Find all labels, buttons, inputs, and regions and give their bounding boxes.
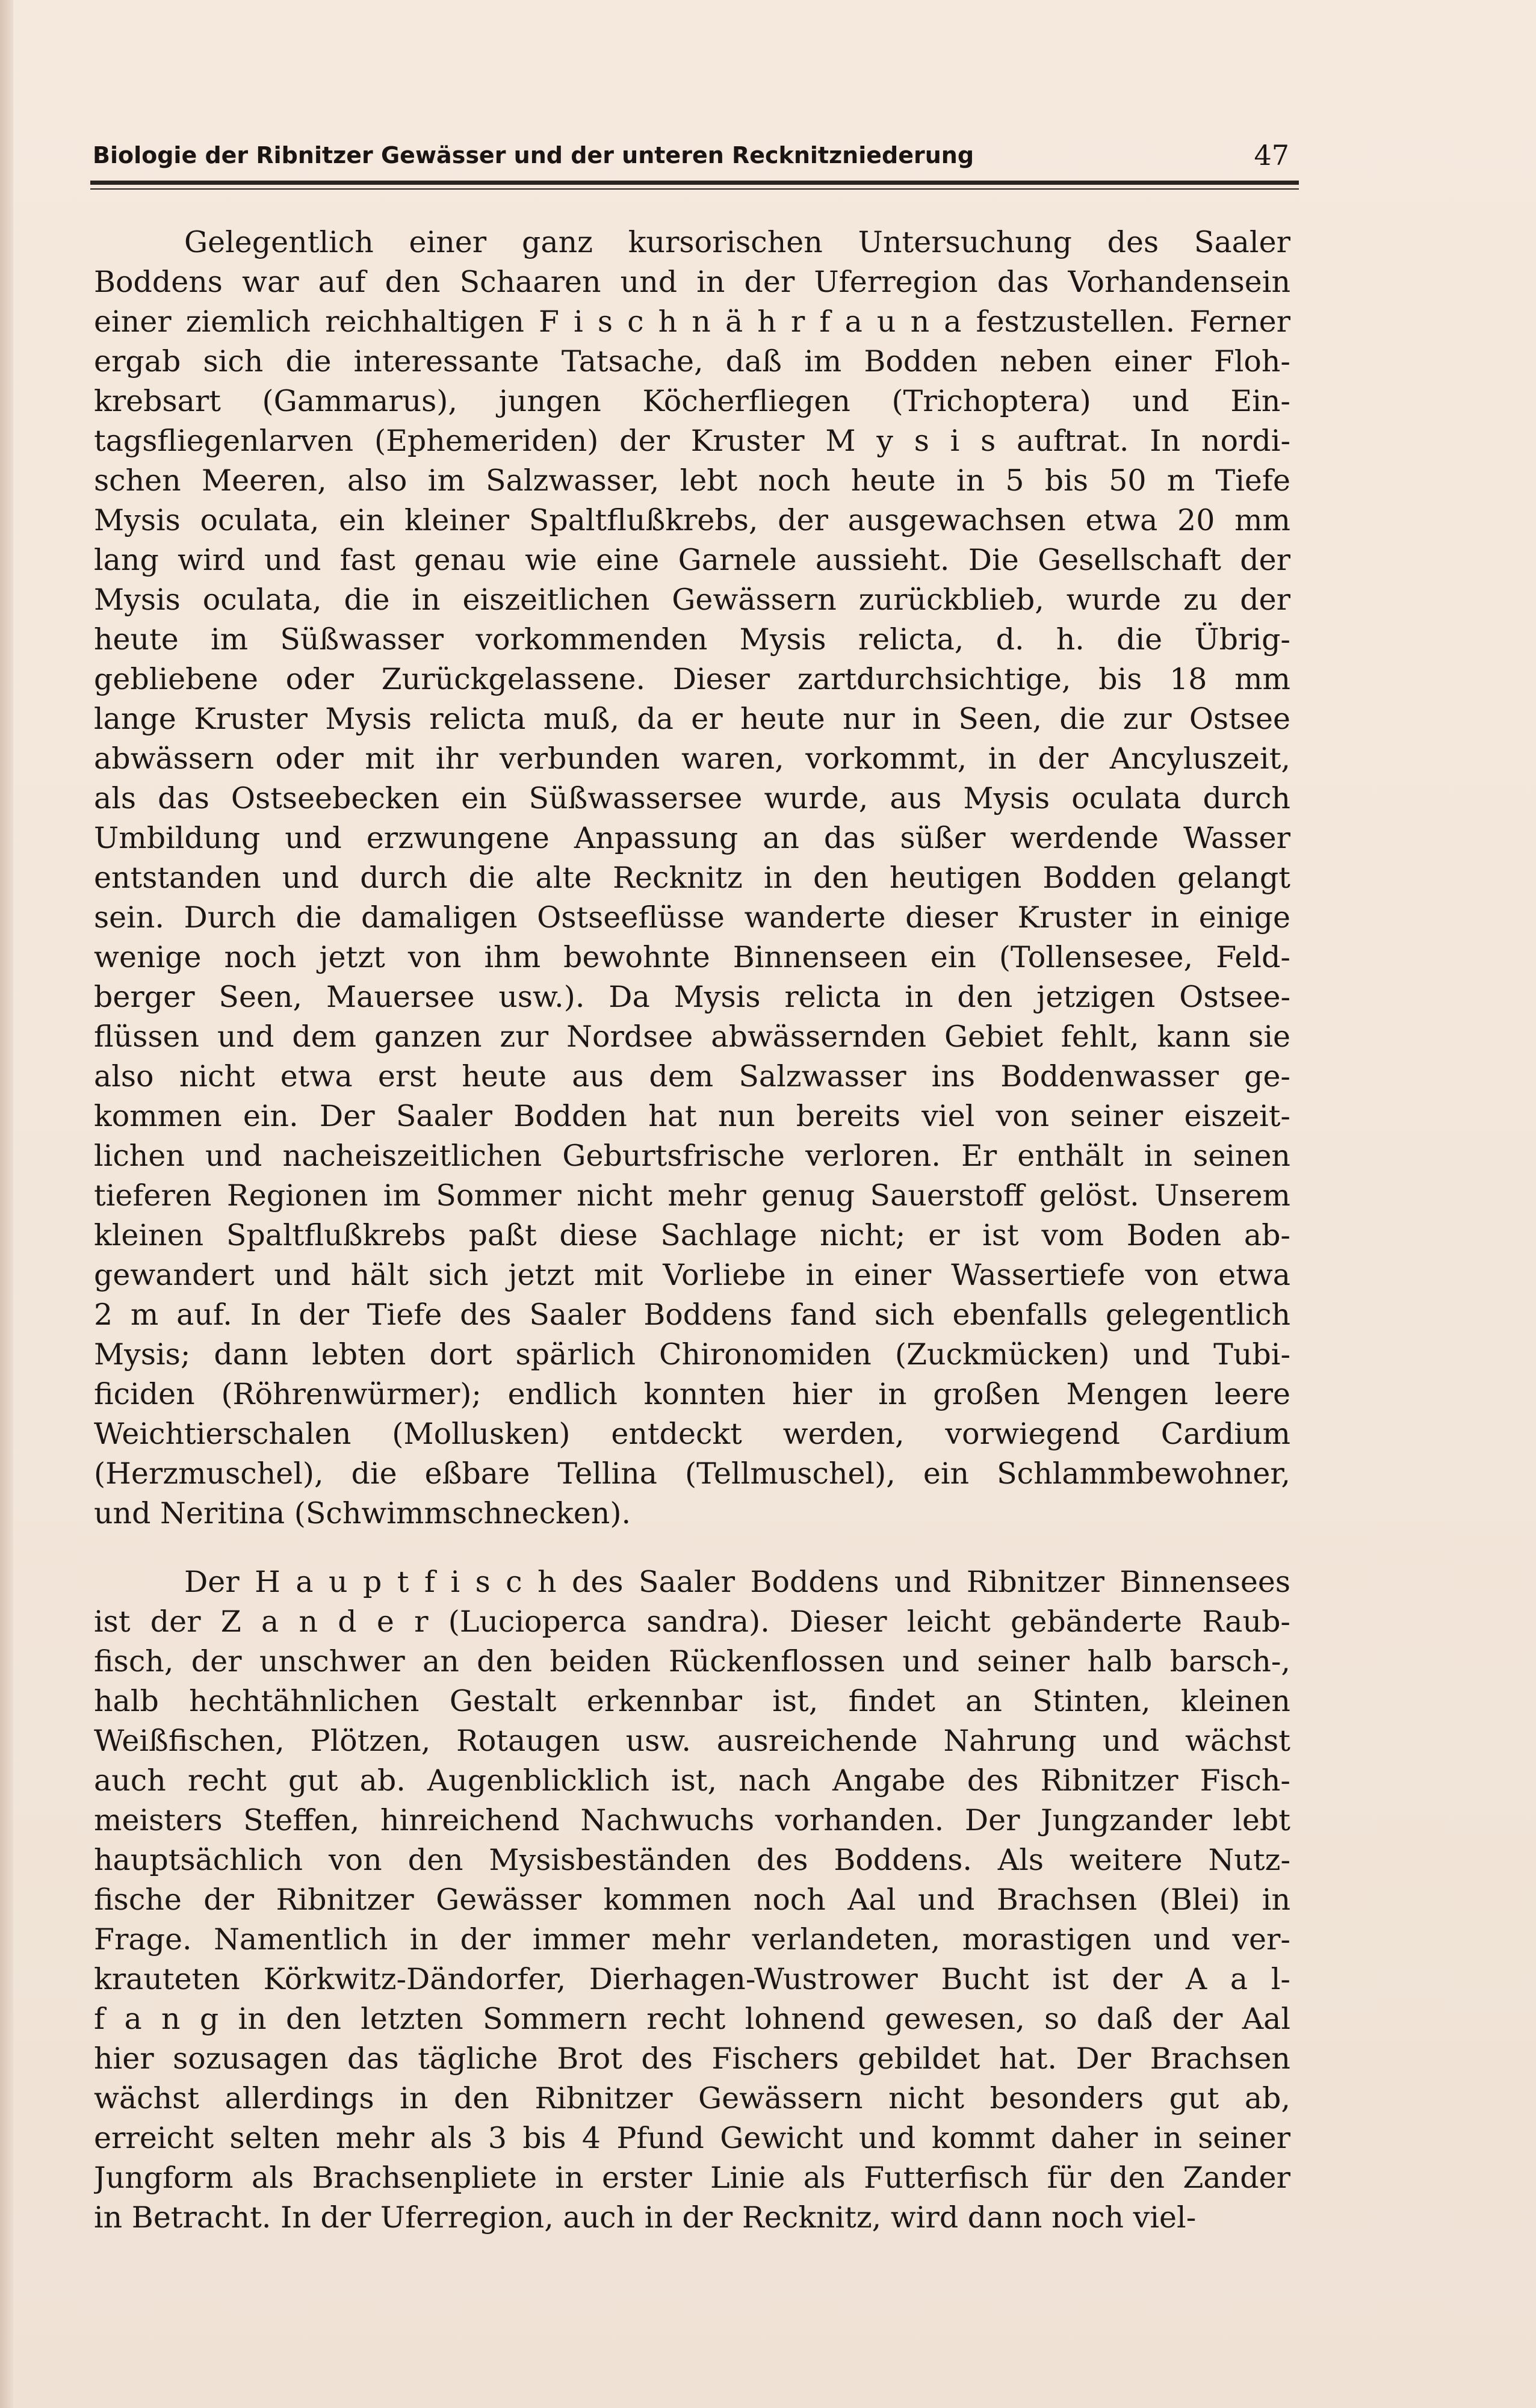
text-line: Mysis; dann lebten dort spärlich Chironomiden (Zuckmücken) und Tubi- [94, 1337, 1290, 1372]
text-line: berger Seen, Mauersee usw.). Da Mysis relicta in den jetzigen Ostsee- [94, 980, 1290, 1014]
text-line: Umbildung und erzwungene Anpassung an das süßer werdende Wasser [94, 821, 1290, 855]
text-line: lichen und nacheiszeitlichen Geburtsfrische verloren. Er enthält in seinen [94, 1139, 1290, 1173]
text-line: Der H a u p t f i s c h des Saaler Boddens und Ribnitzer Binnensees [184, 1565, 1290, 1599]
text-line: kommen ein. Der Saaler Bodden hat nun bereits viel von seiner eiszeit- [94, 1099, 1290, 1133]
text-line: gewandert und hält sich jetzt mit Vorliebe in einer Wassertiefe von etwa [94, 1258, 1290, 1292]
text-line: also nicht etwa erst heute aus dem Salzwasser ins Boddenwasser ge- [94, 1059, 1290, 1094]
text-line: hauptsächlich von den Mysisbeständen des Boddens. Als weitere Nutz- [94, 1843, 1290, 1877]
text-line: 2 m auf. In der Tiefe des Saaler Boddens fand sich ebenfalls gelegentlich [94, 1298, 1290, 1332]
text-line: Frage. Namentlich in der immer mehr verlandeten, morastigen und ver- [94, 1922, 1290, 1957]
text-line: und Neritina (Schwimmschnecken). [94, 1496, 631, 1531]
text-line: erreicht selten mehr als 3 bis 4 Pfund Gewicht und kommt daher in seiner [94, 2121, 1290, 2155]
text-line: wenige noch jetzt von ihm bewohnte Binnenseen ein (Tollensesee, Feld- [94, 940, 1290, 974]
text-line: in Betracht. In der Uferregion, auch in der Recknitz, wird dann noch viel- [94, 2200, 1197, 2235]
text-line: sein. Durch die damaligen Ostseeflüsse wanderte dieser Kruster in einige [94, 900, 1290, 935]
page-header [93, 137, 1296, 173]
text-line: krebsart (Gammarus), jungen Köcherfliegen (Trichoptera) und Ein- [94, 384, 1290, 418]
text-line: fisch, der unschwer an den beiden Rückenflossen und seiner halb barsch-, [94, 1644, 1290, 1679]
paragraph [94, 223, 1290, 1534]
page-edge-shadow [0, 0, 13, 2408]
text-line: Mysis oculata, ein kleiner Spaltflußkrebs, der ausgewachsen etwa 20 mm [94, 503, 1290, 537]
text-line: Weißfischen, Plötzen, Rotaugen usw. ausreichende Nahrung und wächst [94, 1724, 1290, 1758]
running-title: Biologie der Ribnitzer Gewässer und der unteren Recknitzniederung [93, 142, 974, 169]
text-line: kleinen Spaltflußkrebs paßt diese Sachlage nicht; er ist vom Boden ab- [94, 1218, 1290, 1252]
body-text [94, 223, 1290, 2238]
text-line: hier sozusagen das tägliche Brot des Fischers gebildet hat. Der Brachsen [94, 2041, 1290, 2076]
text-line: schen Meeren, also im Salzwasser, lebt noch heute in 5 bis 50 m Tiefe [94, 463, 1290, 498]
text-line: ergab sich die interessante Tatsache, daß im Bodden neben einer Floh- [94, 344, 1290, 379]
text-line: krauteten Körkwitz-Dändorfer, Dierhagen-Wustrower Bucht ist der A a l- [94, 1962, 1290, 1996]
text-line: Mysis oculata, die in eiszeitlichen Gewässern zurückblieb, wurde zu der [94, 583, 1290, 617]
text-line: als das Ostseebecken ein Süßwassersee wurde, aus Mysis oculata durch [94, 781, 1290, 816]
text-line: wächst allerdings in den Ribnitzer Gewässern nicht besonders gut ab, [94, 2081, 1290, 2116]
text-line: ist der Z a n d e r (Lucioperca sandra). Dieser leicht gebänderte Raub- [94, 1605, 1290, 1639]
text-line: meisters Steffen, hinreichend Nachwuchs vorhanden. Der Jungzander lebt [94, 1803, 1290, 1837]
text-line: (Herzmuschel), die eßbare Tellina (Tellmuschel), ein Schlammbewohner, [94, 1456, 1290, 1491]
text-line: Weichtierschalen (Mollusken) entdeckt werden, vorwiegend Cardium [94, 1417, 1290, 1451]
text-line: ficiden (Röhrenwürmer); endlich konnten hier in großen Mengen leere [94, 1377, 1290, 1411]
text-line: heute im Süßwasser vorkommenden Mysis relicta, d. h. die Übrig- [94, 622, 1290, 657]
text-line: abwässern oder mit ihr verbunden waren, vorkommt, in der Ancyluszeit, [94, 741, 1290, 776]
paragraph-gap [94, 1534, 1290, 1562]
text-line: fische der Ribnitzer Gewässer kommen noch Aal und Brachsen (Blei) in [94, 1883, 1290, 1917]
text-line: gebliebene oder Zurückgelassene. Dieser zartdurchsichtige, bis 18 mm [94, 662, 1290, 696]
text-line: Jungform als Brachsenpliete in erster Linie als Futterfisch für den Zander [94, 2161, 1290, 2195]
text-line: lange Kruster Mysis relicta muß, da er heute nur in Seen, die zur Ostsee [94, 702, 1290, 736]
page-number: 47 [1254, 139, 1289, 172]
header-rule-thick [90, 181, 1299, 185]
text-line: flüssen und dem ganzen zur Nordsee abwässernden Gebiet fehlt, kann sie [94, 1020, 1290, 1054]
text-line: halb hechtähnlichen Gestalt erkennbar ist, findet an Stinten, kleinen [94, 1684, 1290, 1718]
text-line: Boddens war auf den Schaaren und in der Uferregion das Vorhandensein [94, 265, 1290, 299]
text-line: einer ziemlich reichhaltigen F i s c h n ä h r f a u n a festzustellen. Ferner [94, 305, 1290, 339]
text-line: f a n g in den letzten Sommern recht lohnend gewesen, so daß der Aal [94, 2002, 1290, 2036]
paragraph [94, 1562, 1290, 2238]
text-line: Gelegentlich einer ganz kursorischen Untersuchung des Saaler [184, 225, 1290, 259]
header-rule-thin [90, 188, 1299, 190]
text-line: tieferen Regionen im Sommer nicht mehr genug Sauerstoff gelöst. Unserem [94, 1178, 1290, 1213]
text-line: lang wird und fast genau wie eine Garnele aussieht. Die Gesellschaft der [94, 543, 1290, 577]
text-line: entstanden und durch die alte Recknitz in den heutigen Bodden gelangt [94, 861, 1290, 895]
text-line: tagsfliegenlarven (Ephemeriden) der Kruster M y s i s auftrat. In nordi- [94, 424, 1290, 458]
text-line: auch recht gut ab. Augenblicklich ist, nach Angabe des Ribnitzer Fisch- [94, 1763, 1290, 1798]
